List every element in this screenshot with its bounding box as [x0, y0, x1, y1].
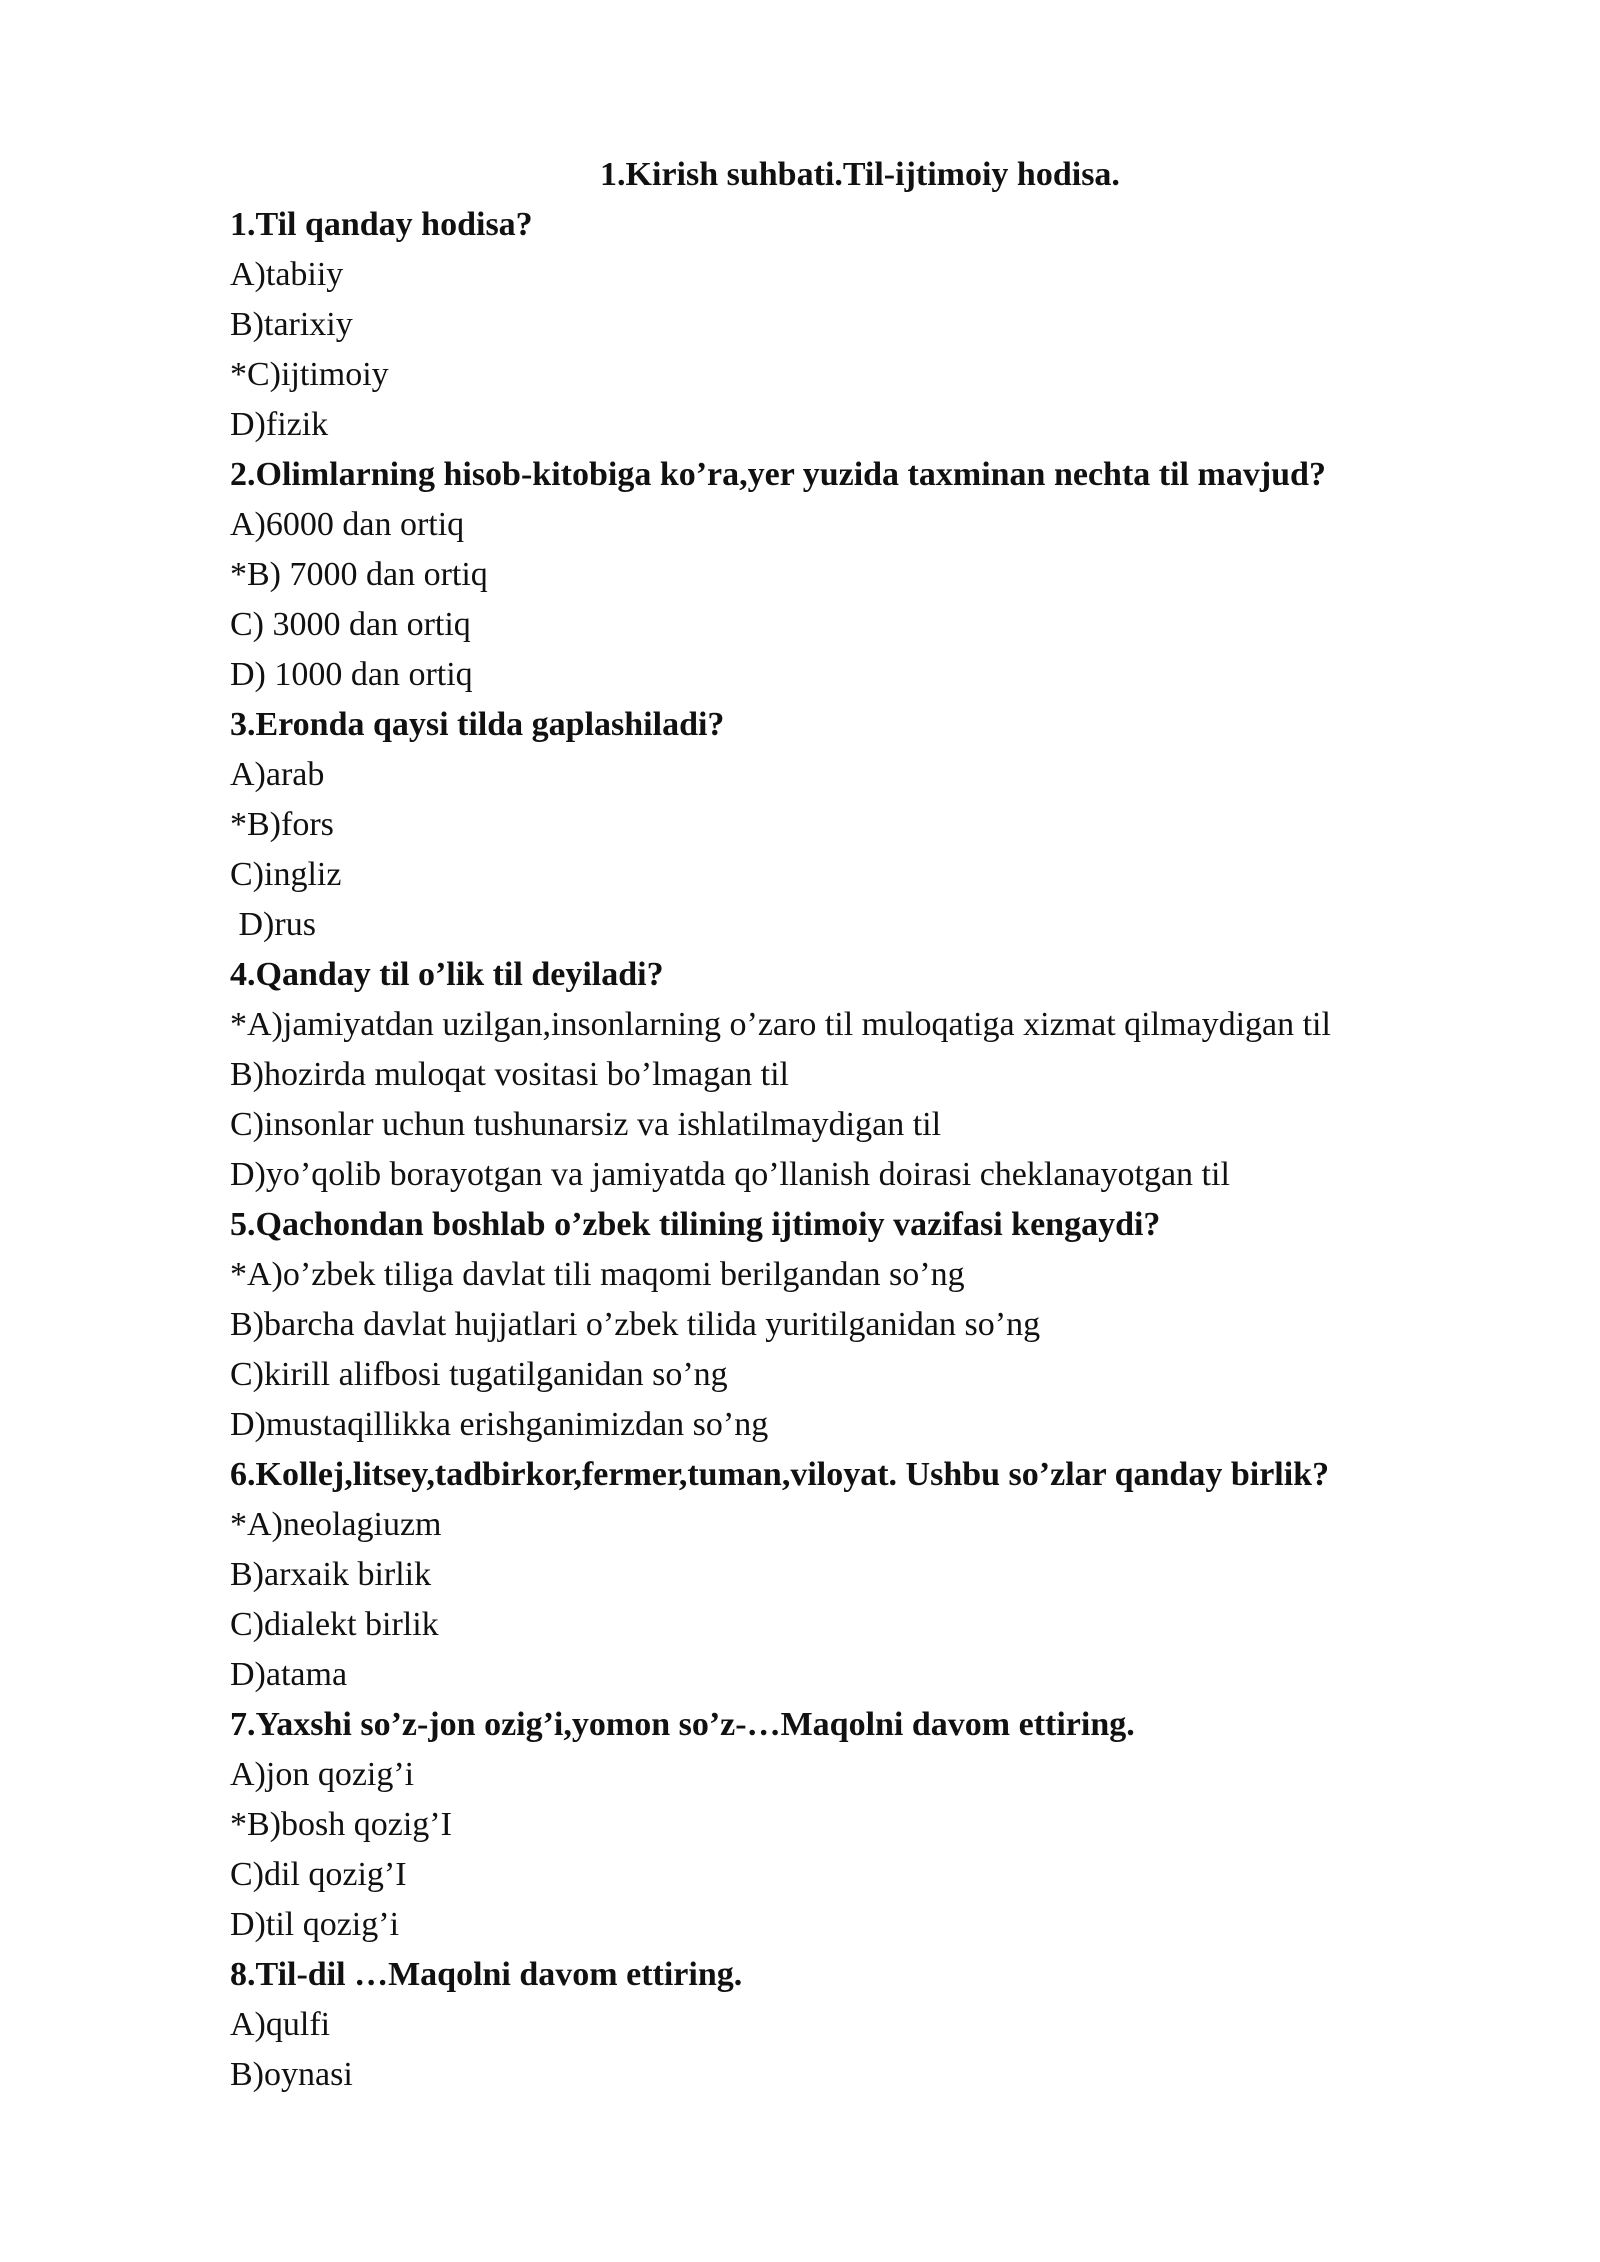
- answer-option: D)yo’qolib borayotgan va jamiyatda qo’llanish doirasi cheklanayotgan til: [230, 1156, 1230, 1193]
- document-content: [230, 150, 1490, 2100]
- question-block: [230, 1200, 1490, 1450]
- answer-option: D)mustaqillikka erishganimizdan so’ng: [230, 1406, 769, 1443]
- answer-option: D)fizik: [230, 406, 329, 443]
- answer-option: *B) 7000 dan ortiq: [230, 556, 488, 593]
- question-block: [230, 1450, 1490, 1700]
- answer-option: D)rus: [230, 906, 316, 943]
- answer-option: *B)fors: [230, 806, 334, 843]
- question-text: 7.Yaxshi so’z-jon ozig’i,yomon so’z-…Maqolni davom ettiring.: [230, 1706, 1135, 1743]
- answer-option: B)oynasi: [230, 2056, 353, 2093]
- answer-option: C) 3000 dan ortiq: [230, 606, 471, 643]
- answer-option: C)dil qozig’I: [230, 1856, 407, 1893]
- answer-option: C)ingliz: [230, 856, 342, 893]
- answer-option: B)tarixiy: [230, 306, 353, 343]
- question-text: 3.Eronda qaysi tilda gaplashiladi?: [230, 706, 725, 743]
- answer-option: *A)neolagiuzm: [230, 1506, 442, 1543]
- answer-option: *A)jamiyatdan uzilgan,insonlarning o’zaro til muloqatiga xizmat qilmaydigan til: [230, 1006, 1331, 1043]
- question-text: 6.Kollej,litsey,tadbirkor,fermer,tuman,viloyat. Ushbu so’zlar qanday birlik?: [230, 1456, 1330, 1493]
- question-text: 4.Qanday til o’lik til deyiladi?: [230, 956, 664, 993]
- question-block: [230, 450, 1490, 700]
- question-block: [230, 1950, 1490, 2100]
- answer-option: B)barcha davlat hujjatlari o’zbek tilida yuritilganidan so’ng: [230, 1306, 1041, 1343]
- answer-option: B)arxaik birlik: [230, 1556, 432, 1593]
- answer-option: A)qulfi: [230, 2006, 331, 2043]
- question-block: [230, 700, 1490, 950]
- answer-option: *C)ijtimoiy: [230, 356, 389, 393]
- answer-option: D) 1000 dan ortiq: [230, 656, 473, 693]
- question-block: [230, 200, 1490, 450]
- question-block: [230, 1700, 1490, 1950]
- question-text: 5.Qachondan boshlab o’zbek tilining ijtimoiy vazifasi kengaydi?: [230, 1206, 1161, 1243]
- answer-option: D)atama: [230, 1656, 348, 1693]
- answer-option: C)kirill alifbosi tugatilganidan so’ng: [230, 1356, 728, 1393]
- answer-option: A)jon qozig’i: [230, 1756, 415, 1793]
- answer-option: A)6000 dan ortiq: [230, 506, 465, 543]
- question-block: [230, 950, 1490, 1200]
- question-text: 1.Til qanday hodisa?: [230, 206, 533, 243]
- answer-option: C)insonlar uchun tushunarsiz va ishlatilmaydigan til: [230, 1106, 942, 1143]
- answer-option: B)hozirda muloqat vositasi bo’lmagan til: [230, 1056, 790, 1093]
- answer-option: D)til qozig’i: [230, 1906, 400, 1943]
- answer-option: *B)bosh qozig’I: [230, 1806, 452, 1843]
- answer-option: A)arab: [230, 756, 325, 793]
- answer-option: A)tabiiy: [230, 256, 344, 293]
- document-title: 1.Kirish suhbati.Til-ijtimoiy hodisa.: [600, 156, 1120, 193]
- question-text: 2.Olimlarning hisob-kitobiga ko’ra,yer yuzida taxminan nechta til mavjud?: [230, 456, 1326, 493]
- answer-option: C)dialekt birlik: [230, 1606, 439, 1643]
- answer-option: *A)o’zbek tiliga davlat tili maqomi berilgandan so’ng: [230, 1256, 965, 1293]
- question-text: 8.Til-dil …Maqolni davom ettiring.: [230, 1956, 743, 1993]
